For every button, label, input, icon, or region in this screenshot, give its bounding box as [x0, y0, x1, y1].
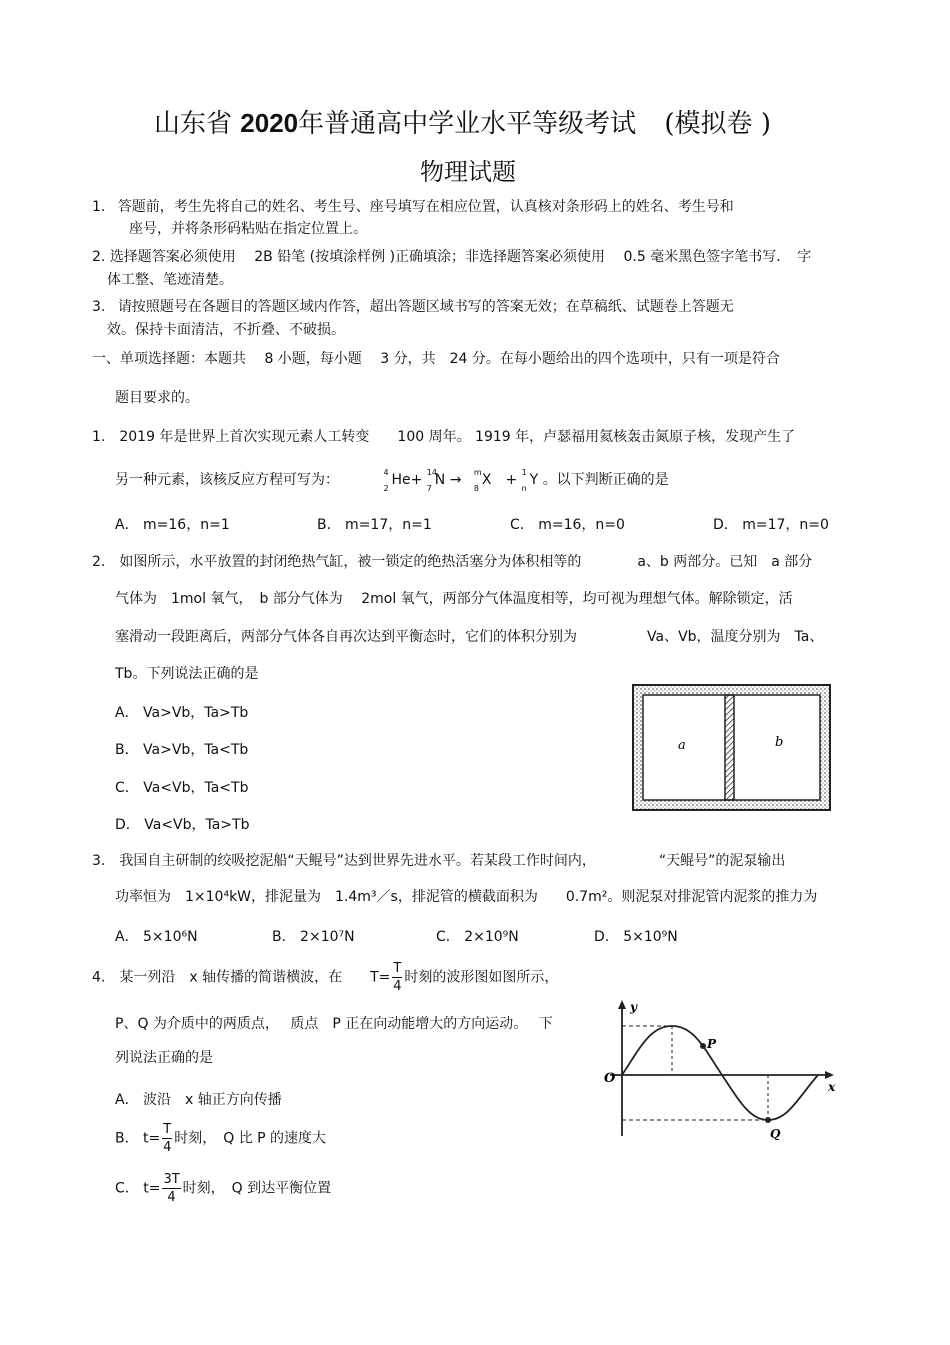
q1-option-b[interactable]: B． m=17，n=1	[317, 517, 432, 533]
chamber-a-label: a	[678, 738, 686, 753]
origin-label: O	[604, 1071, 616, 1086]
q3-option-a[interactable]: A． 5×10⁶N	[115, 929, 198, 945]
q2-stem: 2. 如图所示，水平放置的封闭绝热气缸，被一锁定的绝热活塞分为体积相等的 a、b 两部分。已知 a 部分	[92, 554, 813, 570]
q3-option-d[interactable]: D． 5×10⁹N	[594, 929, 678, 945]
x-axis-label: x	[828, 1080, 836, 1094]
section-heading-cont: 题目要求的。	[115, 390, 199, 406]
q2-stem-3: 塞滑动一段距离后，两部分气体各自再次达到平衡态时，它们的体积分别为 Va、Vb，温度分别为 Ta、	[115, 629, 824, 645]
q4-option-a[interactable]: A． 波沿 x 轴正方向传播	[115, 1092, 282, 1108]
piston	[725, 695, 734, 800]
q1-stem-2: 另一种元素，该核反应方程可写为： 4 2 He+ 14 7 N → m 8 X + 1 n Y 。以下判断正确的是	[115, 468, 669, 493]
q2-stem-2: 气体为 1mol 氧气， b 部分气体为 2mol 氧气，两部分气体温度相等，均可视为理想气体。解除锁定，活	[115, 591, 793, 607]
note-3: 3. 请按照题号在各题目的答题区域内作答，超出答题区域书写的答案无效；在草稿纸、试题卷上答题无	[92, 299, 734, 315]
chamber-b-label: b	[775, 735, 784, 750]
x-axis-arrow	[825, 1071, 834, 1079]
q2-option-d[interactable]: D． Va<Vb，Ta>Tb	[115, 817, 250, 833]
point-q	[765, 1117, 771, 1123]
wave-curve	[622, 1026, 818, 1120]
note-1-cont: 座号，并将条形码粘贴在指定位置上。	[129, 221, 367, 237]
q3-stem: 3. 我国自主研制的绞吸挖泥船“天鲲号”达到世界先进水平。若某段工作时间内， “天鲲号”的泥泵输出	[92, 853, 786, 869]
y-axis-label: y	[630, 1000, 637, 1014]
cylinder-figure	[632, 684, 832, 812]
q1-option-c[interactable]: C． m=16，n=0	[510, 517, 625, 533]
q3-option-c[interactable]: C． 2×10⁹N	[436, 929, 519, 945]
q2-option-a[interactable]: A． Va>Vb，Ta>Tb	[115, 705, 249, 721]
note-2-cont: 体工整、笔迹清楚。	[107, 272, 233, 288]
point-p	[700, 1043, 706, 1049]
q-label: Q	[770, 1127, 781, 1140]
section-heading: 一、单项选择题：本题共 8 小题，每小题 3 分，共 24 分。在每小题给出的四个选项中，只有一项是符合	[92, 351, 780, 367]
q3-stem-2: 功率恒为 1×10⁴kW，排泥量为 1.4m³／s，排泥管的横截面积为 0.7m²。则泥泵对排泥管内泥浆的推力为	[115, 889, 818, 905]
note-2: 2. 选择题答案必须使用 2B 铅笔 (按填涂样例 )正确填涂；非选择题答案必须使用 0.5 毫米黑色签字笔书写． 字	[92, 249, 812, 265]
wave-graph	[600, 996, 850, 1140]
q4-option-b[interactable]: B． t= $\frac{T}{4}$ 时刻， Q 比 P 的速度大	[115, 1122, 327, 1155]
q1-option-d[interactable]: D． m=17，n=0	[713, 517, 829, 533]
q1-stem: 1. 2019 年是世界上首次实现元素人工转变 100 周年。 1919 年，卢瑟福用氦核轰击氮原子核，发现产生了	[92, 429, 796, 445]
subject-title: 物理试题	[420, 158, 516, 186]
q4-stem-3: 列说法正确的是	[115, 1050, 213, 1066]
q1-option-a[interactable]: A． m=16，n=1	[115, 517, 230, 533]
y-axis-arrow	[618, 1000, 626, 1009]
q3-option-b[interactable]: B． 2×10⁷N	[272, 929, 355, 945]
q2-stem-4: Tb。下列说法正确的是	[115, 666, 259, 682]
q4-stem-2: P、Q 为介质中的两质点， 质点 P 正在向动能增大的方向运动。 下	[115, 1016, 553, 1032]
note-3-cont: 效。保持卡面清洁，不折叠、不破损。	[107, 322, 345, 338]
q4-stem: 4. 某一列沿 x 轴传播的简谐横波，在 T= $\frac{T}{4}$ 时刻的波形图如图所示，	[92, 961, 559, 994]
nuclear-equation: 4 2 He+ 14 7 N → m 8 X + 1 n Y	[383, 468, 539, 493]
exam-title: 山东省 2020年普通高中学业水平等级考试 (模拟卷 )	[154, 108, 771, 139]
q2-option-b[interactable]: B． Va>Vb，Ta<Tb	[115, 742, 249, 758]
q4-option-c[interactable]: C． t= $\frac{3T}{4}$ 时刻， Q 到达平衡位置	[115, 1172, 332, 1205]
q2-option-c[interactable]: C． Va<Vb，Ta<Tb	[115, 780, 249, 796]
p-label: P	[707, 1037, 717, 1051]
note-1: 1. 答题前，考生先将自己的姓名、考生号、座号填写在相应位置，认真核对条形码上的姓名、考生号和	[92, 199, 734, 215]
